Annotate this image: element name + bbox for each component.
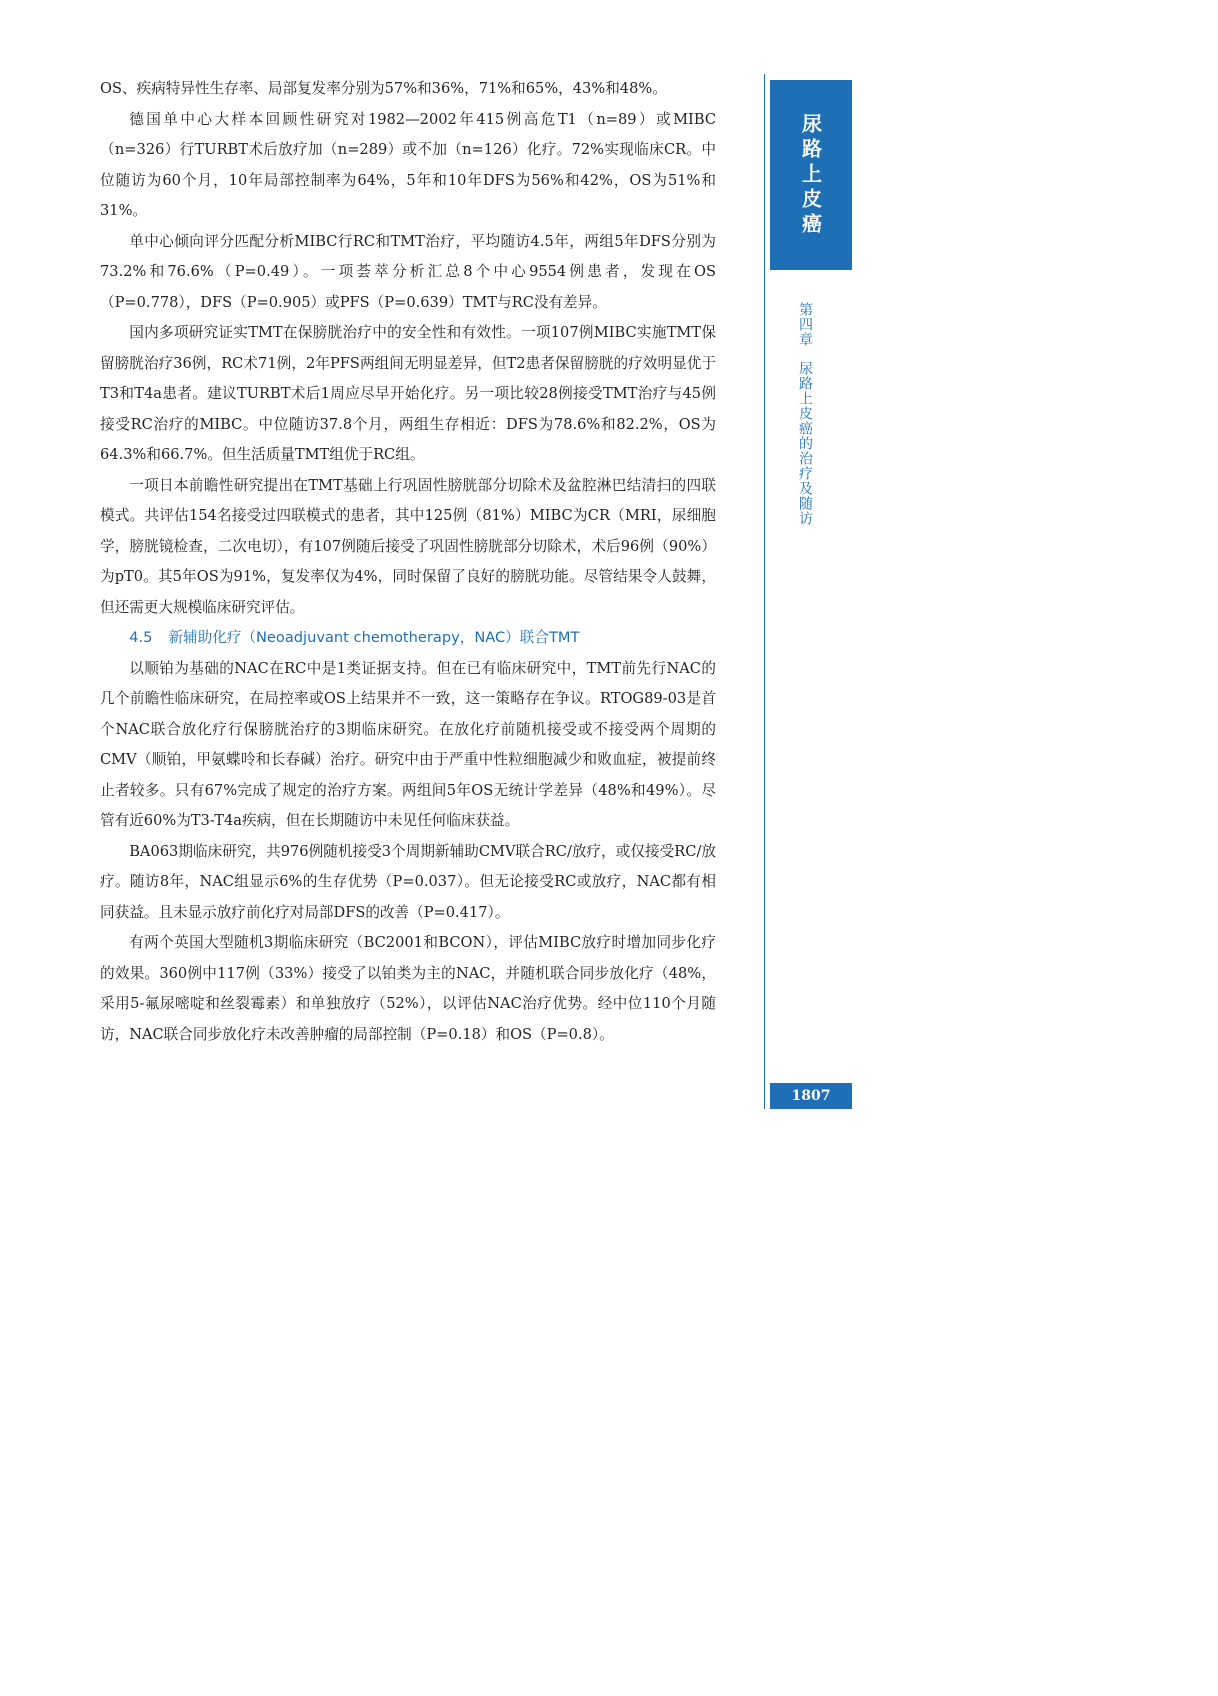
chapter-label: 第四章 [797, 302, 813, 347]
sidebar-divider [764, 74, 765, 1109]
paragraph-3: 单中心倾向评分匹配分析MIBC行RC和TMT治疗，平均随访4.5年，两组5年DFS分别为73.2%和76.6%（P=0.49）。一项荟萃分析汇总8个中心9554例患者，发现在OS（P=0.778），DFS（P=0.905）或PFS（P=0.639）TMT与RC没有差异。 [100, 232, 716, 311]
paragraph-4: 国内多项研究证实TMT在保膀胱治疗中的安全性和有效性。一项107例MIBC实施TMT保留膀胱治疗36例，RC术71例，2年PFS两组间无明显差异，但T2患者保留膀胱的疗效明显优于T3和T4a患者。建议TURBT术后1周应尽早开始化疗。另一项比较28例接受TMT治疗与45例接受RC治疗的MIBC。中位随访37.8个月，两组生存相近：DFS为78.6%和82.2%，OS为64.3%和66.7%。但生活质量TMT组优于RC组。 [100, 324, 716, 463]
chapter-title: 尿路上皮癌的治疗及随访 [797, 361, 813, 526]
paragraph-6: 以顺铂为基础的NAC在RC中是1类证据支持。但在已有临床研究中，TMT前先行NAC的几个前瞻性临床研究，在局控率或OS上结果并不一致，这一策略存在争议。RTOG89-03是首个NAC联合放化疗行保膀胱治疗的3期临床研究。在放化疗前随机接受或不接受两个周期的CMV（顺铂，甲氨蝶呤和长春碱）治疗。研究中由于严重中性粒细胞减少和败血症，被提前终止者较多。只有67%完成了规定的治疗方案。两组间5年OS无统计学差异（48%和49%）。尽管有近60%为T3-T4a疾病，但在长期随访中未见任何临床获益。 [100, 659, 716, 829]
paragraph-8: 有两个英国大型随机3期临床研究（BC2001和BCON），评估MIBC放疗时增加同步化疗的效果。360例中117例（33%）接受了以铂类为主的NAC，并随机联合同步放化疗（48%，采用5-氟尿嘧啶和丝裂霉素）和单独放疗（52%），以评估NAC治疗优势。经中位110个月随访，NAC联合同步放化疗未改善肿瘤的局部控制（P=0.18）和OS（P=0.8）。 [100, 934, 716, 1043]
paragraph-5: 一项日本前瞻性研究提出在TMT基础上行巩固性膀胱部分切除术及盆腔淋巴结清扫的四联模式。共评估154名接受过四联模式的患者，其中125例（81%）MIBC为CR（MRI，尿细胞学，膀胱镜检查，二次电切），有107例随后接受了巩固性膀胱部分切除术，术后96例（90%）为pT0。其5年OS为91%，复发率仅为4%，同时保留了良好的膀胱功能。尽管结果令人鼓舞，但还需更大规模临床研究评估。 [100, 476, 716, 616]
section-number: 4.5 [129, 629, 153, 646]
section-title: 新辅助化疗（Neoadjuvant chemotherapy，NAC）联合TMT [168, 629, 580, 646]
paragraph-7: BA063期临床研究，共976例随机接受3个周期新辅助CMV联合RC/放疗，或仅接受RC/放疗。随访8年，NAC组显示6%的生存优势（P=0.037）。但无论接受RC或放疗，NAC都有相同获益。且未显示放疗前化疗对局部DFS的改善（P=0.417）。 [100, 842, 716, 921]
page-number: 1807 [770, 1083, 852, 1109]
chapter-tab [770, 80, 852, 270]
paragraph-2: 德国单中心大样本回顾性研究对1982—2002年415例高危T1（n=89）或MIBC（n=326）行TURBT术后放疗加（n=289）或不加（n=126）化疗。72%实现临床CR。中位随访为60个月，10年局部控制率为64%，5年和10年DFS为56%和42%，OS为51%和31%。 [100, 110, 716, 219]
main-text-column [100, 74, 716, 1050]
section-heading [100, 623, 716, 654]
chapter-tab-title: 尿路上皮癌 [798, 112, 823, 238]
paragraph-1: OS、疾病特异性生存率、局部复发率分别为57%和36%，71%和65%，43%和48%。 [100, 80, 667, 97]
chapter-running-title [798, 302, 812, 526]
